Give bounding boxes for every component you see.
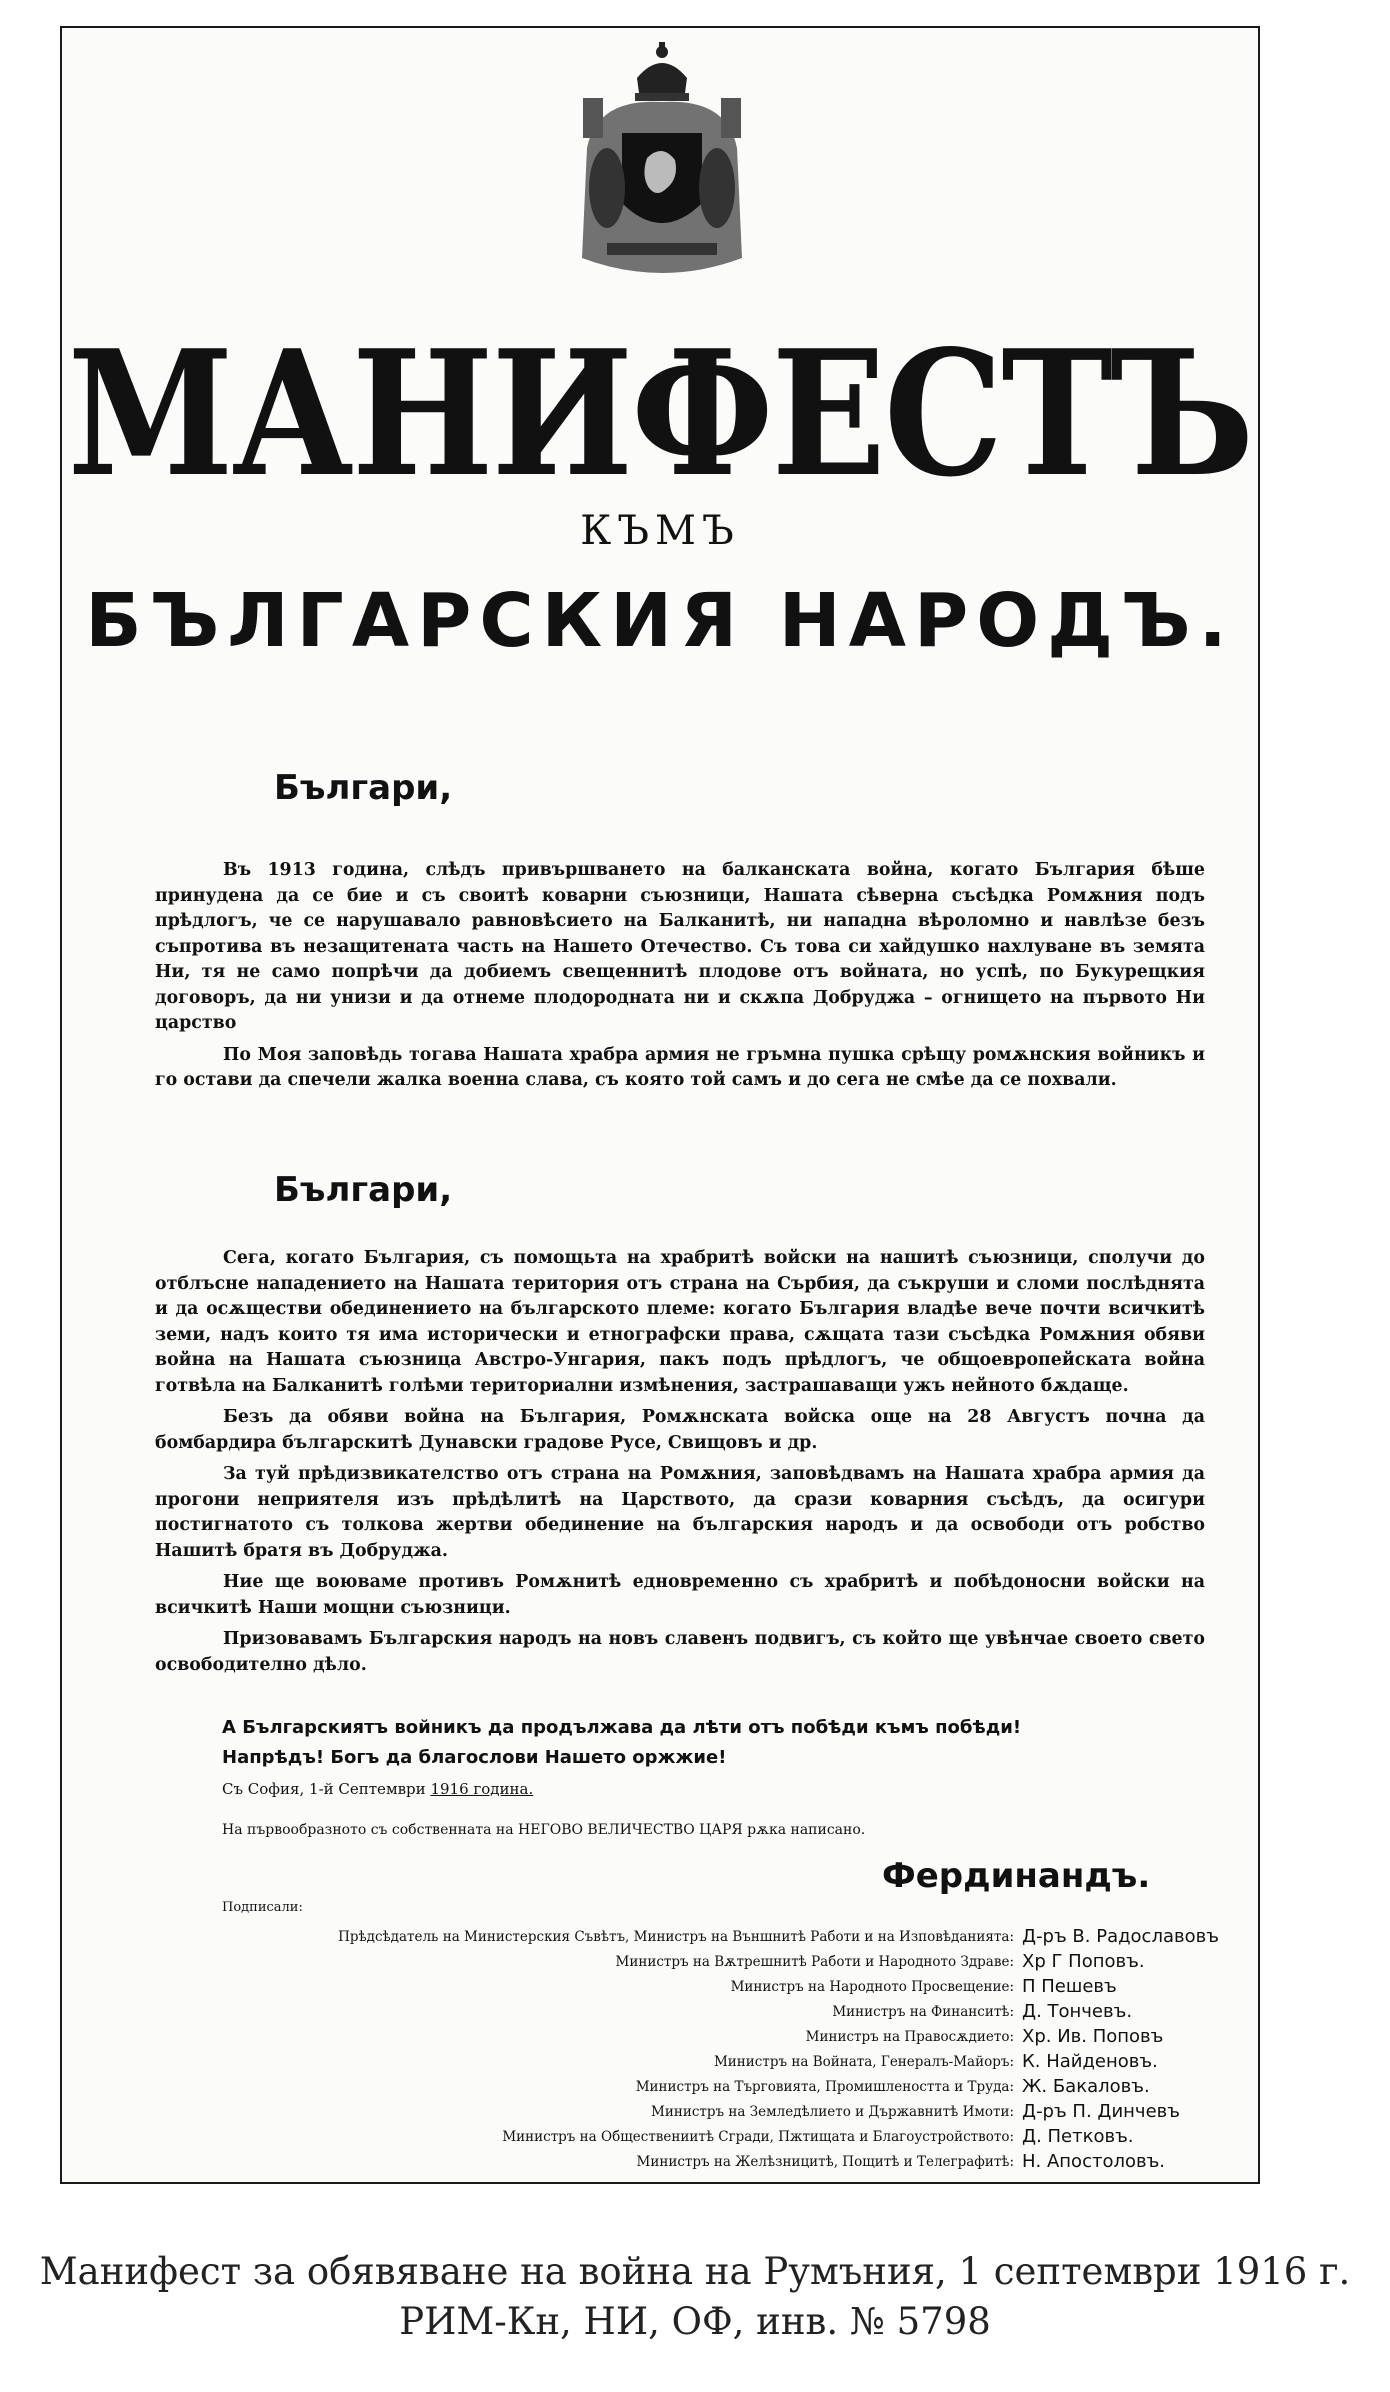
minister-role: Министръ на Правосѫдието: <box>805 2029 1014 2045</box>
place-date-year: 1916 година. <box>430 1780 534 1798</box>
place-date-text: Съ София, 1-й Септември <box>222 1780 426 1798</box>
list-item <box>62 1999 1262 2024</box>
minister-name: П Пешевъ <box>1022 1976 1117 1997</box>
list-item <box>62 2074 1262 2099</box>
list-item <box>62 2149 1262 2174</box>
paragraph: Ние ще воюваме противъ Ромѫнитѣ едновременно съ храбритѣ и побѣдоносни войски на всичкитѣ Наши мощни съюзници. <box>155 1572 1205 1618</box>
minister-role: Министръ на Обществениитѣ Сгради, Пжтищата и Благоустройството: <box>502 2129 1014 2145</box>
list-item <box>62 2099 1262 2124</box>
minister-role: Министръ на Войната, Генералъ-Майоръ: <box>713 2054 1014 2070</box>
paragraph: За туй прѣдизвикателство отъ страна на Ромѫния, заповѣдвамъ на Нашата храбра армия да прогони неприятеля изъ прѣдѣлитѣ на Царството, да срази коварния съсѣдъ, да осигури постигнатото съ толкова жертви обединение на българския народъ и да освободи отъ робство Нашитѣ братя въ Добруджа. <box>155 1464 1205 1561</box>
caption-line-1: Манифест за обявяване на война на Румъния, 1 септември 1916 г. <box>39 2250 1351 2293</box>
signed-label: Подписали: <box>222 1900 303 1915</box>
minister-role: Министръ на Финанситѣ: <box>832 2004 1014 2020</box>
section-second <box>155 1246 1205 1684</box>
original-note: На първообразното съ собственната на НЕГОВО ВЕЛИЧЕСТВО ЦАРЯ рѫка написано. <box>222 1822 866 1838</box>
minister-name: Хр Г Поповъ. <box>1022 1951 1145 1972</box>
poster-title: МАНИФЕСТЪ <box>67 313 1253 516</box>
minister-role: Министръ на Народното Просвещение: <box>730 1979 1014 1995</box>
paragraph: Въ 1913 година, слѣдъ привършването на балканската война, когато България бѣше принудена да се бие и съ своитѣ коварни съюзници, Нашата сѣверна съсѣдка Ромѫния подъ прѣдлогъ, че се нарушавало равновѣсието на Балканитѣ, ни нападна вѣроломно и навлѣзе безъ съпротива въ незащитената часть на Нашето Отечество. Съ това си хайдушко нахлуване въ земята Ни, тя не само попрѣчи да добиемъ свещеннитѣ плодове отъ войната, но успѣ, по Букурещкия договоръ, да ни унизи и да отнеме плодородната ни и скѫпа Добруджа – огнището на първото Ни царство <box>155 860 1205 1033</box>
paragraph: По Моя заповѣдь тогава Нашата храбра армия не гръмна пушка срѣщу ромѫнския войникъ и го остави да спечели жалка военна слава, съ която той самъ и до сега не смѣе да се похвали. <box>155 1044 1205 1090</box>
list-item <box>62 1924 1262 1949</box>
minister-name: Хр. Ив. Поповъ <box>1022 2026 1164 2047</box>
minister-role: Министръ на Търговията, Промишлеността и Труда: <box>635 2079 1014 2095</box>
paragraph: Безъ да обяви война на България, Ромѫнската войска още на 28 Августъ почна да бомбардира българскитѣ Дунавски градове Русе, Свищовъ и др. <box>155 1407 1205 1453</box>
list-item <box>62 2049 1262 2074</box>
minister-role: Прѣдсѣдатель на Министерския Съвѣтъ, Министръ на Външнитѣ Работи и на Изповѣданията: <box>338 1929 1014 1945</box>
minister-name: Д. Тончевъ. <box>1022 2001 1133 2022</box>
battle-cry-second: Напрѣдъ! Богъ да благослови Нашето оржжие! <box>222 1747 727 1768</box>
royal-signature: Фердинандъ. <box>882 1856 1151 1896</box>
coat-of-arms-icon <box>567 38 757 288</box>
minister-name: Д-ръ П. Динчевъ <box>1022 2101 1180 2122</box>
ministers-list <box>62 1924 1262 2174</box>
poster-subtitle-people: БЪЛГАРСКИЯ НАРОДЪ. <box>85 578 1235 664</box>
caption-line-2: РИМ-Кн, НИ, ОФ, инв. № 5798 <box>399 2300 991 2343</box>
manifesto-poster <box>60 26 1260 2184</box>
greeting-first: Българи, <box>274 768 453 808</box>
paragraph: Сега, когато България, съ помощьта на храбритѣ войски на нашитѣ съюзници, сполучи до отблъсне нападението на Нашата територия отъ страна на Сърбия, да съкруши и сломи послѣднята и да осѫществи обединението на българското племе: когато България владѣе вече почти всичкитѣ земи, надъ които тя има исторически и етнографски права, сѫщата тази съсѣдка Ромѫния обяви война на Нашата съюзница Австро-Унгария, пакъ подъ прѣдлогъ, че общоевропейската война готвѣла на Балканитѣ голѣми териториални измѣнения, застрашаващи ужъ нейното бѫдаще. <box>155 1248 1205 1396</box>
minister-role: Министръ на Желѣзницитѣ, Пощитѣ и Телеграфитѣ: <box>636 2154 1014 2170</box>
minister-name: Ж. Бакаловъ. <box>1022 2076 1150 2097</box>
greeting-second: Българи, <box>274 1170 453 1210</box>
minister-name: Д-ръ В. Радославовъ <box>1022 1926 1219 1947</box>
list-item <box>62 1974 1262 1999</box>
list-item <box>62 2124 1262 2149</box>
minister-name: Д. Петковъ. <box>1022 2126 1134 2147</box>
poster-subtitle-to: КЪМЪ <box>580 508 740 554</box>
minister-name: Н. Апостоловъ. <box>1022 2151 1166 2172</box>
battle-cry-first: А Българскиятъ войникъ да продължава да лѣти отъ побѣди къмъ побѣди! <box>222 1717 1022 1738</box>
list-item <box>62 1949 1262 1974</box>
paragraph: Призовавамъ Българския народъ на новъ славенъ подвигъ, съ който ще увѣнчае своето свето освободително дѣло. <box>155 1629 1205 1675</box>
minister-role: Министръ на Вѫтрешнитѣ Работи и Народното Здраве: <box>615 1954 1014 1970</box>
place-date <box>222 1780 533 1798</box>
list-item <box>62 2024 1262 2049</box>
minister-role: Министръ на Земледѣлието и Държавнитѣ Имоти: <box>651 2104 1014 2120</box>
section-first <box>155 858 1205 1100</box>
minister-name: К. Найденовъ. <box>1022 2051 1158 2072</box>
